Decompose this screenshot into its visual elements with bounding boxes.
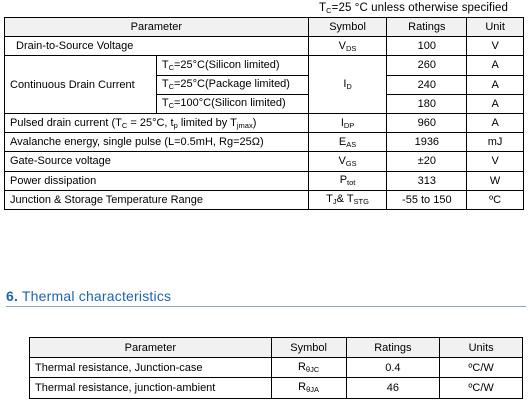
rating-idp: 960	[387, 113, 467, 132]
unit-id-1: A	[467, 56, 524, 75]
param-rthjc: Thermal resistance, Junction-case	[30, 358, 272, 378]
symbol-ptot: $P_{tot}$	[308, 171, 387, 190]
unit-tj: ºC	[467, 190, 524, 209]
table-row	[30, 378, 523, 398]
unit-rthjc: ºC/W	[440, 358, 523, 378]
table-row	[5, 190, 524, 209]
header-parameter: Parameter	[30, 338, 272, 358]
section-title-text: Thermal characteristics	[18, 288, 172, 304]
table-row	[30, 358, 523, 378]
rating-id-1: 260	[387, 56, 467, 75]
symbol-rthjc: $R_{\theta JC}$	[271, 358, 346, 378]
cond-id-1: $T_C=25^\circ C(Silicon$ limited)	[156, 56, 308, 75]
param-vgs: Gate-Source voltage	[5, 152, 309, 171]
unit-rthja: ºC/W	[440, 378, 523, 398]
symbol-vgs: $V_{GS}$	[308, 152, 387, 171]
thermal-table	[29, 337, 523, 399]
table-row	[5, 152, 524, 171]
table-row	[5, 171, 524, 190]
header-symbol: Symbol	[271, 338, 346, 358]
param-id: Continuous Drain Current	[5, 56, 157, 114]
param-eas: Avalanche energy, single pulse (L=0.5mH, Rg=25Ω)	[5, 133, 309, 152]
rating-rthjc: 0.4	[346, 358, 440, 378]
symbol-id: $I_D$	[308, 56, 387, 114]
param-idp: Pulsed drain current ($T_C = 25^\circ C$, $t_p$ limited by $T_{jmax}$)	[5, 113, 309, 132]
header-ratings: Ratings	[387, 18, 467, 37]
param-rthja: Thermal resistance, junction-ambient	[30, 378, 272, 398]
symbol-rthja: $R_{\theta JA}$	[271, 378, 346, 398]
header-parameter: Parameter	[5, 18, 309, 37]
table-row	[5, 56, 524, 75]
section-title	[6, 288, 171, 304]
symbol-vds: $V_{DS}$	[308, 37, 387, 56]
section-divider	[6, 306, 526, 307]
param-vds: Drain-to-Source Voltage	[5, 37, 309, 56]
cond-id-2: $T_C=25^\circ C(Package$ limited)	[156, 75, 308, 94]
section-number: 6.	[6, 288, 19, 304]
unit-ptot: W	[467, 171, 524, 190]
unit-idp: A	[467, 113, 524, 132]
header-ratings: Ratings	[346, 338, 440, 358]
unit-vds: V	[467, 37, 524, 56]
unit-id-3: A	[467, 94, 524, 113]
rating-rthja: 46	[346, 378, 440, 398]
rating-ptot: 313	[387, 171, 467, 190]
rating-vgs: ±20	[387, 152, 467, 171]
symbol-idp: $I_{DP}$	[308, 113, 387, 132]
header-symbol: Symbol	[308, 18, 387, 37]
param-ptot: Power dissipation	[5, 171, 309, 190]
unit-eas: mJ	[467, 133, 524, 152]
table-header-row	[30, 338, 523, 358]
table-row	[5, 113, 524, 132]
rating-tj: -55 to 150	[387, 190, 467, 209]
symbol-tj: $T_J\&$ $T_{STG}$	[308, 190, 387, 209]
header-unit: Unit	[467, 18, 524, 37]
absolute-ratings-table	[4, 17, 524, 210]
rating-vds: 100	[387, 37, 467, 56]
header-units: Units	[440, 338, 523, 358]
table-header-row	[5, 18, 524, 37]
rating-id-3: 180	[387, 94, 467, 113]
param-tj: Junction & Storage Temperature Range	[5, 190, 309, 209]
table-row	[5, 133, 524, 152]
cond-id-3: $T_C=100^\circ C(Silicon$ limited)	[156, 94, 308, 113]
unit-vgs: V	[467, 152, 524, 171]
conditions-note: $T_C=25$ °C unless otherwise specified	[319, 2, 508, 15]
rating-eas: 1936	[387, 133, 467, 152]
unit-id-2: A	[467, 75, 524, 94]
symbol-eas: $E_{AS}$	[308, 133, 387, 152]
rating-id-2: 240	[387, 75, 467, 94]
table-row	[5, 37, 524, 56]
